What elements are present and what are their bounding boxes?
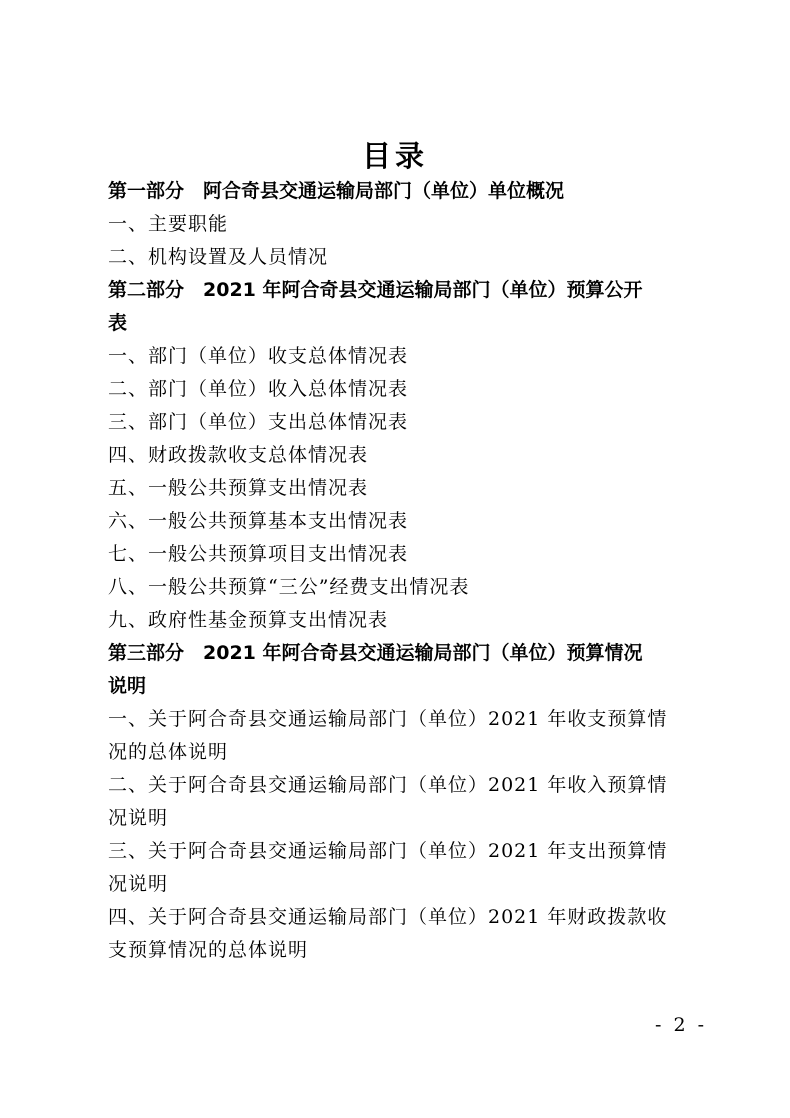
toc-item: 三、部门（单位）支出总体情况表 bbox=[108, 411, 409, 433]
page-number: - 2 - bbox=[655, 1014, 708, 1036]
toc-item-continued: 况说明 bbox=[108, 873, 169, 895]
toc-part-1-heading: 第一部分 阿合奇县交通运输局部门（单位）单位概况 bbox=[108, 180, 565, 202]
toc-item: 二、机构设置及人员情况 bbox=[108, 246, 329, 268]
toc-part-2-heading-line2: 表 bbox=[108, 312, 128, 334]
toc-item: 二、关于阿合奇县交通运输局部门（单位）2021 年收入预算情 bbox=[108, 774, 668, 796]
toc-part-3-heading-line2: 说明 bbox=[108, 675, 147, 697]
toc-item: 九、政府性基金预算支出情况表 bbox=[108, 609, 389, 631]
toc-item: 六、一般公共预算基本支出情况表 bbox=[108, 510, 409, 532]
page-title: 目录 bbox=[361, 139, 428, 173]
table-of-contents bbox=[108, 175, 700, 967]
toc-item: 二、部门（单位）收入总体情况表 bbox=[108, 378, 409, 400]
toc-item: 一、关于阿合奇县交通运输局部门（单位）2021 年收支预算情 bbox=[108, 708, 668, 730]
toc-item: 一、部门（单位）收支总体情况表 bbox=[108, 345, 409, 367]
toc-item-continued: 况的总体说明 bbox=[108, 741, 229, 763]
toc-item: 四、关于阿合奇县交通运输局部门（单位）2021 年财政拨款收 bbox=[108, 906, 668, 928]
toc-item: 一、主要职能 bbox=[108, 213, 229, 235]
toc-item: 七、一般公共预算项目支出情况表 bbox=[108, 543, 409, 565]
toc-item: 四、财政拨款收支总体情况表 bbox=[108, 444, 369, 466]
toc-part-3-heading-line1: 第三部分 2021 年阿合奇县交通运输局部门（单位）预算情况 bbox=[108, 642, 643, 664]
toc-item-continued: 况说明 bbox=[108, 807, 169, 829]
toc-item: 三、关于阿合奇县交通运输局部门（单位）2021 年支出预算情 bbox=[108, 840, 668, 862]
toc-item-continued: 支预算情况的总体说明 bbox=[108, 939, 309, 961]
toc-part-2-heading-line1: 第二部分 2021 年阿合奇县交通运输局部门（单位）预算公开 bbox=[108, 279, 643, 301]
toc-item: 五、一般公共预算支出情况表 bbox=[108, 477, 369, 499]
toc-item: 八、一般公共预算“三公”经费支出情况表 bbox=[108, 576, 470, 598]
